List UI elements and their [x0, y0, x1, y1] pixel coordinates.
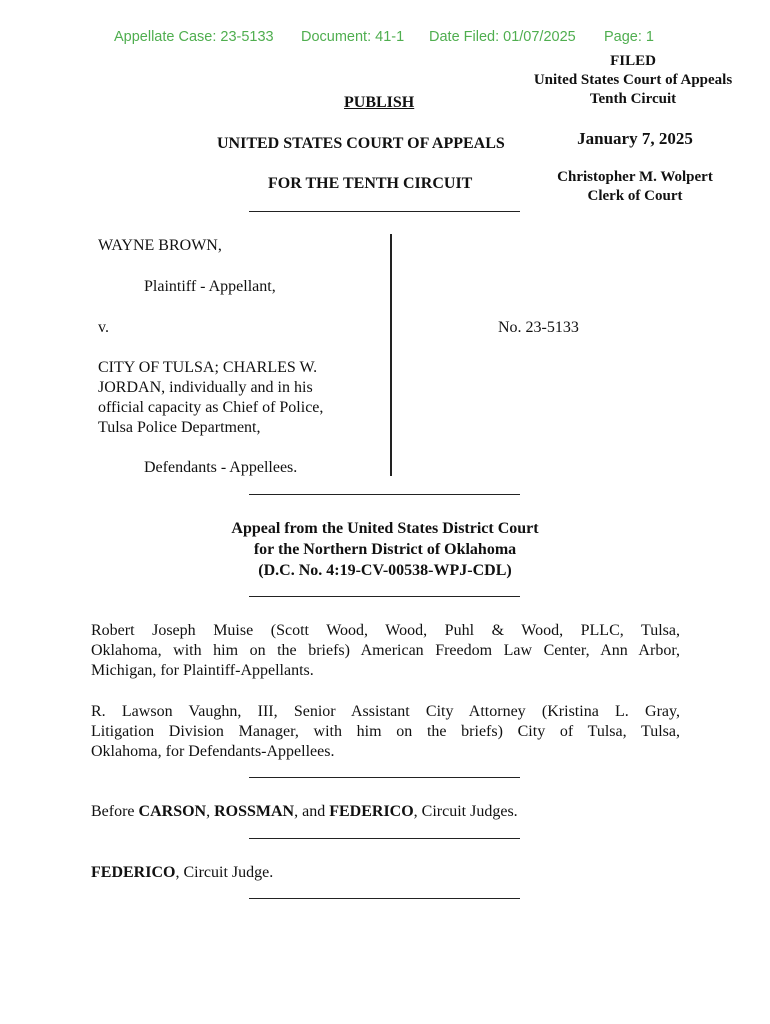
defendants-line: JORDAN, individually and in his: [98, 379, 313, 396]
case-number-stamp: Appellate Case: 23-5133: [114, 29, 274, 45]
page-number-stamp: Page: 1: [604, 29, 654, 45]
counsel-line: Michigan, for Plaintiff-Appellants.: [91, 662, 314, 679]
counsel-line: Oklahoma, for Defendants-Appellees.: [91, 743, 335, 760]
filed-date: January 7, 2025: [577, 129, 693, 148]
divider: [249, 898, 520, 899]
appeal-line: for the Northern District of Oklahoma: [253, 541, 517, 558]
plaintiff-role: Plaintiff - Appellant,: [144, 278, 276, 295]
judge-name: ROSSMAN: [214, 803, 295, 820]
versus: v.: [98, 319, 109, 336]
caption-divider: [390, 234, 392, 476]
publish-heading: PUBLISH: [344, 94, 415, 111]
document-number-stamp: Document: 41-1: [301, 29, 405, 45]
panel-separator: , and: [294, 803, 330, 820]
filed-notice: [505, 52, 761, 109]
appellant-counsel: [91, 621, 680, 681]
defendants-line: CITY OF TULSA; CHARLES W.: [98, 359, 318, 376]
divider: [249, 838, 520, 839]
date-filed-stamp: Date Filed: 01/07/2025: [429, 29, 576, 45]
court-heading: UNITED STATES COURT OF APPEALS: [217, 135, 505, 152]
defendants-line: official capacity as Chief of Police,: [98, 399, 324, 416]
panel-before: Before: [91, 803, 139, 820]
filed-court: United States Court of Appeals: [533, 72, 733, 88]
divider: [249, 211, 520, 212]
case-number: No. 23-5133: [498, 319, 579, 336]
defendants-line: Tulsa Police Department,: [98, 419, 261, 436]
divider: [249, 777, 520, 778]
divider: [249, 596, 520, 597]
clerk-title: Clerk of Court: [587, 188, 683, 204]
appellee-counsel: [91, 702, 680, 762]
counsel-line: Litigation Division Manager, with him on the briefs) City of Tulsa, Tulsa,: [91, 723, 680, 740]
appeal-line: Appeal from the United States District Court: [231, 520, 539, 537]
clerk-block: [535, 168, 735, 206]
judge-name: CARSON: [138, 803, 207, 820]
judge-name: FEDERICO: [329, 803, 414, 820]
appeal-docket: (D.C. No. 4:19-CV-00538-WPJ-CDL): [258, 562, 512, 579]
divider: [249, 494, 520, 495]
panel-line: [91, 802, 518, 822]
panel-suffix: , Circuit Judges.: [413, 803, 518, 820]
counsel-line: R. Lawson Vaughn, III, Senior Assistant City Attorney (Kristina L. Gray,: [91, 703, 680, 720]
defendants-block: [98, 358, 323, 438]
opinion-author: [91, 863, 273, 883]
counsel-line: Robert Joseph Muise (Scott Wood, Wood, Puhl & Wood, PLLC, Tulsa,: [91, 622, 680, 639]
plaintiff-name: WAYNE BROWN,: [98, 237, 222, 254]
appeal-block: [0, 518, 770, 581]
author-name: FEDERICO: [91, 864, 176, 881]
clerk-name: Christopher M. Wolpert: [557, 169, 713, 185]
panel-separator: ,: [206, 803, 215, 820]
counsel-line: Oklahoma, with him on the briefs) American Freedom Law Center, Ann Arbor,: [91, 642, 680, 659]
filed-circuit: Tenth Circuit: [589, 91, 677, 107]
circuit-heading: FOR THE TENTH CIRCUIT: [268, 175, 473, 192]
defendants-role: Defendants - Appellees.: [144, 459, 298, 476]
filed-label: FILED: [610, 53, 656, 69]
author-suffix: , Circuit Judge.: [175, 864, 274, 881]
